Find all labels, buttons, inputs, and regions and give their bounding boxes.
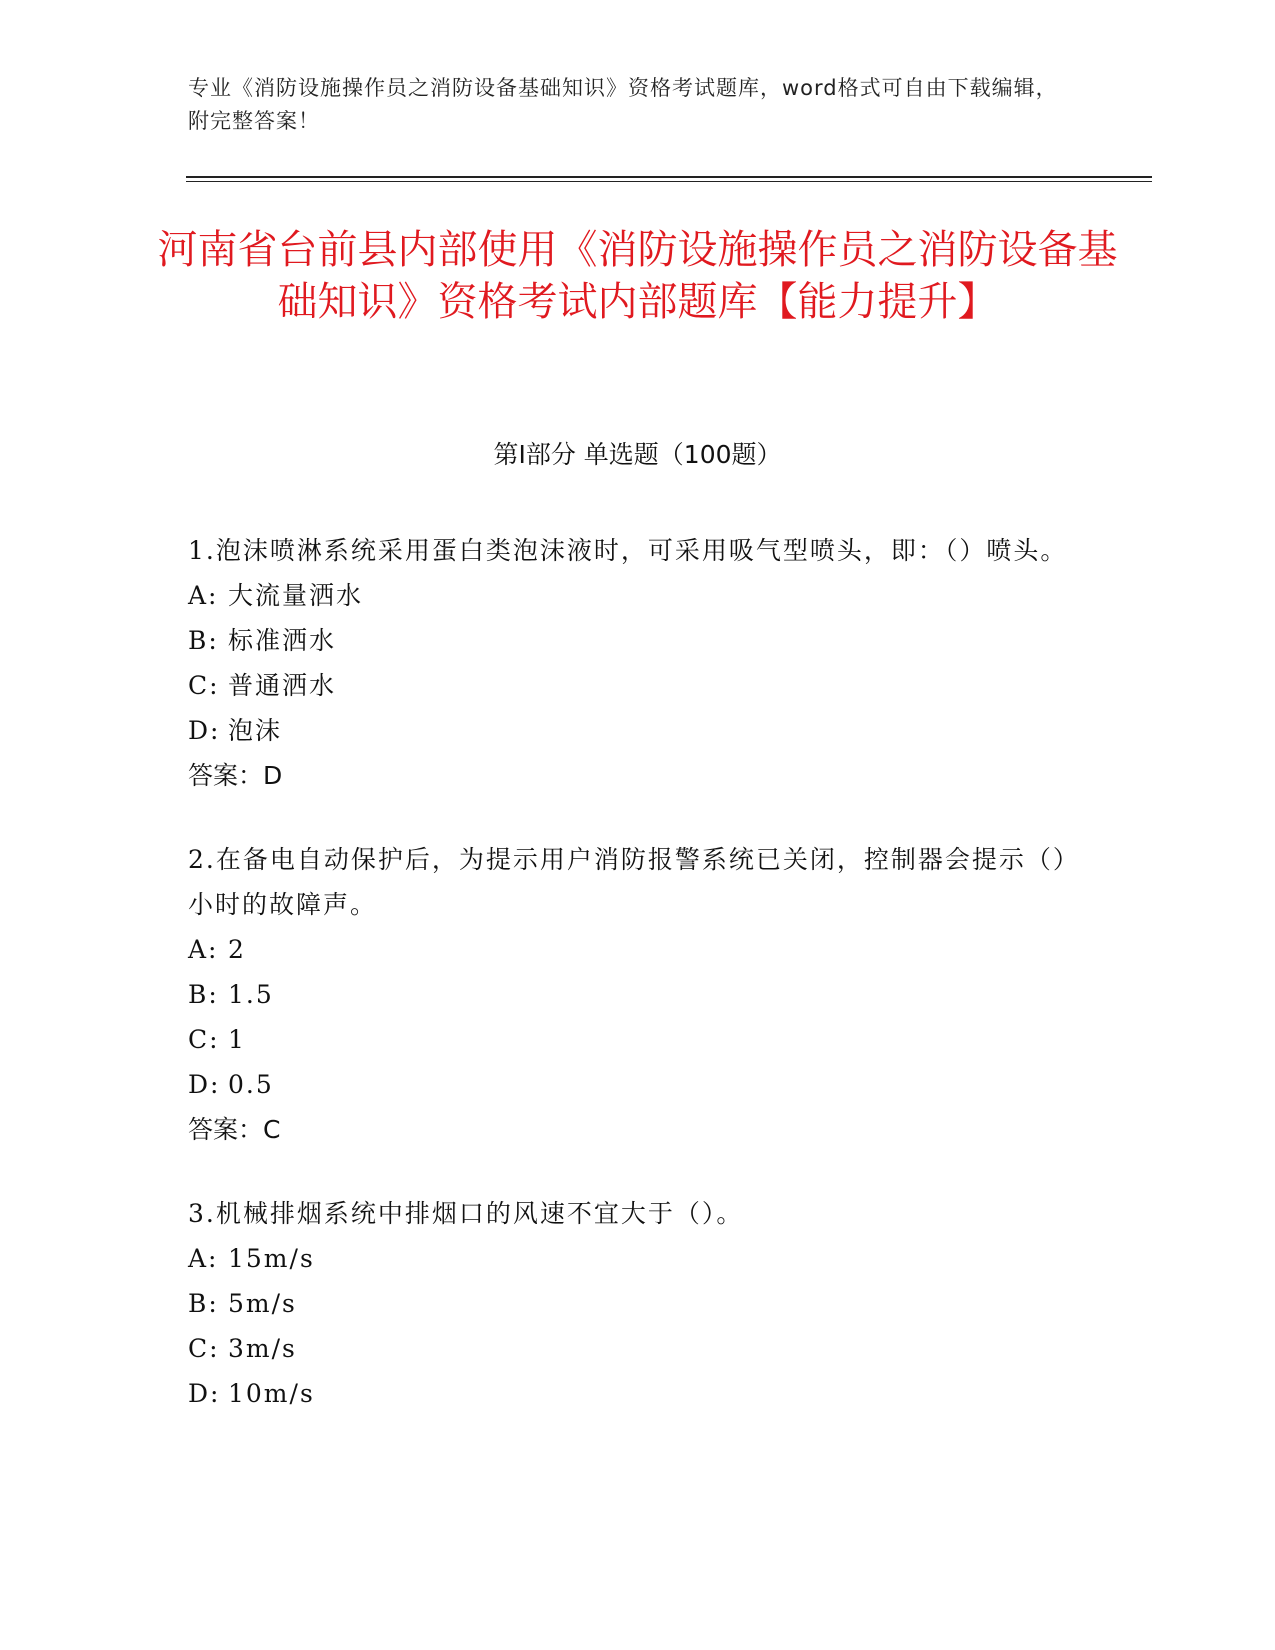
section-title: 第Ⅰ部分 单选题（100题） (493, 440, 782, 469)
option-text: 1 (228, 1025, 246, 1054)
option-key: D: (188, 1379, 221, 1408)
question-answer: 答案：C (188, 1115, 281, 1144)
option-d (188, 708, 1068, 753)
option-text: 0.5 (228, 1070, 274, 1099)
option-key: C: (188, 671, 220, 700)
option-c (188, 663, 1068, 708)
option-key: B: (188, 1289, 219, 1318)
option-text: 标准洒水 (228, 626, 337, 655)
question-stem: 2.在备电自动保护后，为提示用户消防报警系统已关闭，控制器会提示（）小时的故障声。 (188, 845, 1068, 919)
question-stem: 1.泡沫喷淋系统采用蛋白类泡沫液时，可采用吸气型喷头，即：（）喷头。 (188, 536, 1068, 565)
option-b (188, 972, 1068, 1017)
option-key: B: (188, 626, 219, 655)
question-1 (188, 528, 1068, 798)
option-text: 普通洒水 (228, 671, 337, 700)
option-text: 15m/s (228, 1244, 315, 1273)
option-key: D: (188, 716, 221, 745)
option-c (188, 1326, 1068, 1371)
question-answer: 答案：D (188, 761, 283, 790)
option-text: 3m/s (228, 1334, 297, 1363)
option-b (188, 618, 1068, 663)
option-a (188, 1236, 1068, 1281)
option-text: 大流量洒水 (228, 581, 364, 610)
option-text: 泡沫 (228, 716, 283, 745)
header-note: 专业《消防设施操作员之消防设备基础知识》资格考试题库，word格式可自由下载编辑，附完整答案！ (188, 76, 1058, 133)
option-key: A: (188, 581, 219, 610)
option-d (188, 1371, 1068, 1416)
option-text: 2 (228, 935, 246, 964)
option-key: B: (188, 980, 219, 1009)
question-list (188, 528, 1068, 1416)
option-d (188, 1062, 1068, 1107)
option-a (188, 573, 1068, 618)
header-divider-thin (186, 181, 1152, 182)
document-title: 河南省台前县内部使用《消防设施操作员之消防设备基础知识》资格考试内部题库【能力提升】 (157, 227, 1118, 325)
option-a (188, 927, 1068, 972)
option-text: 1.5 (228, 980, 274, 1009)
question-3 (188, 1191, 1068, 1416)
option-text: 10m/s (228, 1379, 315, 1408)
option-key: D: (188, 1070, 221, 1099)
option-key: A: (188, 1244, 219, 1273)
option-key: A: (188, 935, 219, 964)
question-stem: 3.机械排烟系统中排烟口的风速不宜大于（）。 (188, 1199, 744, 1228)
option-c (188, 1017, 1068, 1062)
option-key: C: (188, 1334, 220, 1363)
header-divider (186, 176, 1152, 178)
option-text: 5m/s (228, 1289, 297, 1318)
option-key: C: (188, 1025, 220, 1054)
question-2 (188, 837, 1068, 1152)
option-b (188, 1281, 1068, 1326)
